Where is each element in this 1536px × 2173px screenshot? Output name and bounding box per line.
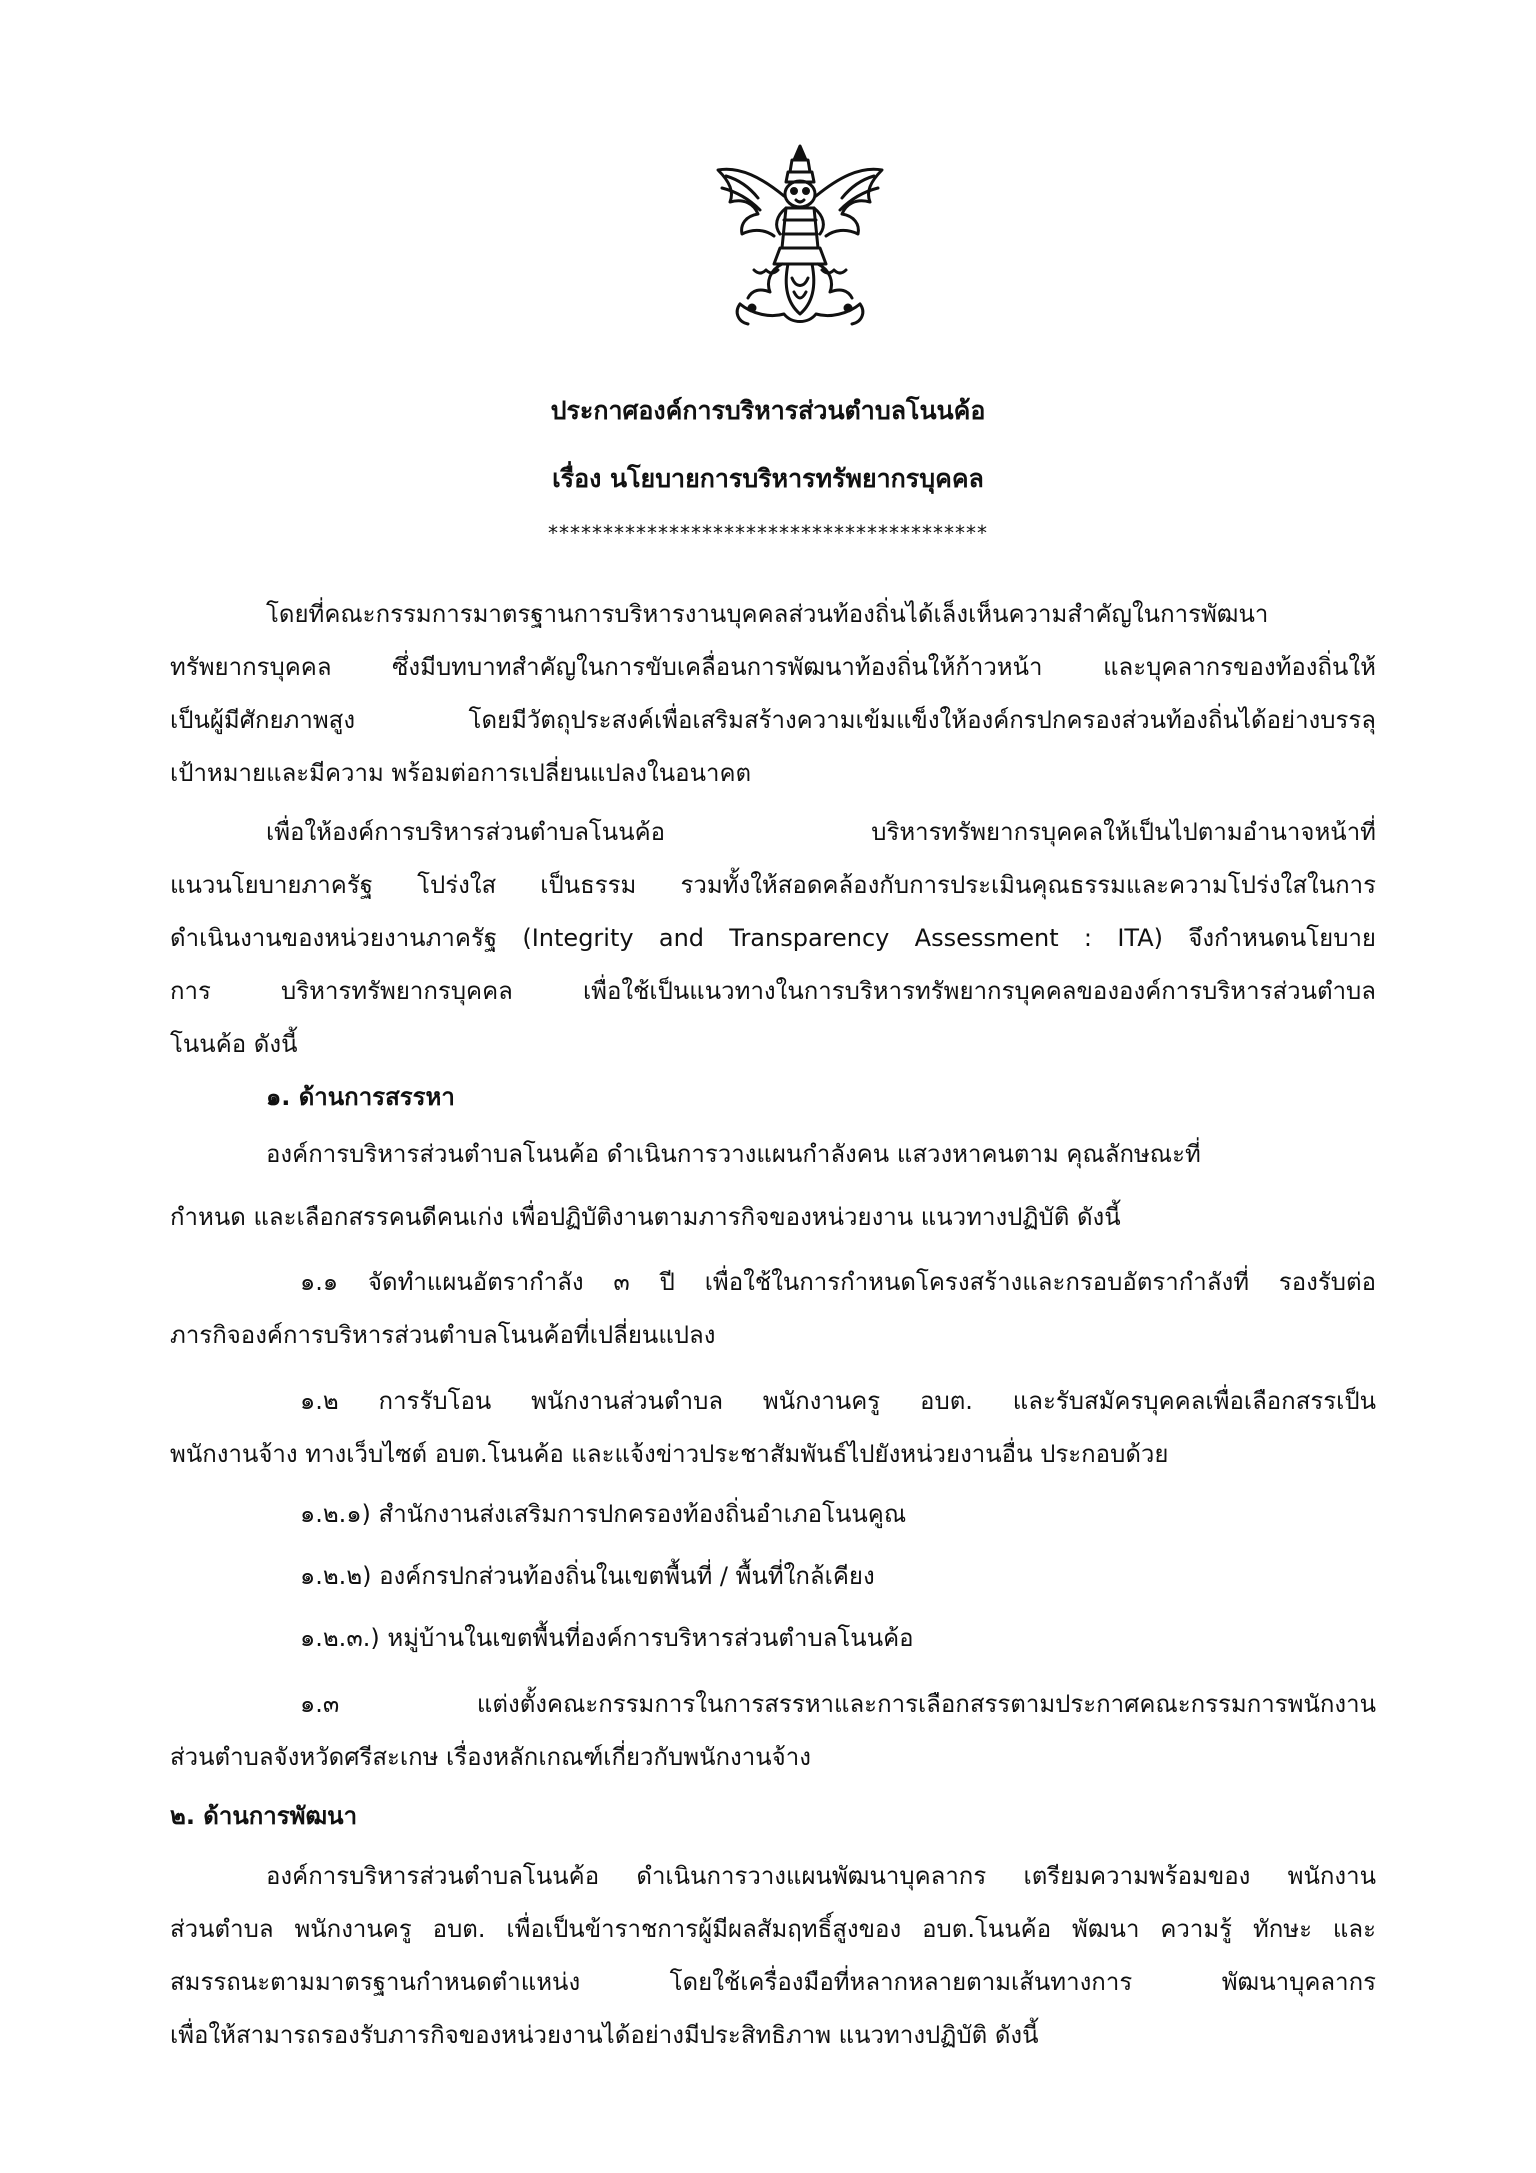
intro-line: ทรัพยากรบุคคล ซึ่งมีบทบาทสำคัญในการขับเคลื่อนการพัฒนาท้องถิ่นให้ก้าวหน้า และบุคลากรของท้องถิ่นให้ (170, 653, 1376, 681)
section-2-line: องค์การบริหารส่วนตำบลโนนค้อ ดำเนินการวางแผนพัฒนาบุคลากร เตรียมความพร้อมของ พนักงาน (266, 1862, 1376, 1890)
item-1-2-line: พนักงานจ้าง ทางเว็บไซต์ อบต.โนนค้อ และแจ้งข่าวประชาสัมพันธ์ไปยังหน่วยงานอื่น ประกอบด้วย (170, 1440, 1169, 1468)
announcement-title: ประกาศองค์การบริหารส่วนตำบลโนนค้อ (550, 396, 986, 425)
sub-item: ๑.๒.๒) องค์กรปกส่วนท้องถิ่นในเขตพื้นที่ / พื้นที่ใกล้เคียง (300, 1562, 875, 1590)
purpose-line: เพื่อให้องค์การบริหารส่วนตำบลโนนค้อ บริหารทรัพยากรบุคคลให้เป็นไปตามอำนาจหน้าที่ (266, 818, 1376, 846)
garuda-emblem-icon (700, 138, 900, 343)
item-1-3-line: ส่วนตำบลจังหวัดศรีสะเกษ เรื่องหลักเกณฑ์เกี่ยวกับพนักงานจ้าง (170, 1743, 811, 1771)
item-1-2-line: ๑.๒ การรับโอน พนักงานส่วนตำบล พนักงานครู อบต. และรับสมัครบุคคลเพื่อเลือกสรรเป็น (300, 1387, 1376, 1415)
section-2-line: ส่วนตำบล พนักงานครู อบต. เพื่อเป็นข้าราชการผู้มีผลสัมฤทธิ์สูงของ อบต.โนนค้อ พัฒนา ความรู้ ทักษะ และ (170, 1915, 1376, 1943)
purpose-line: ดำเนินงานของหน่วยงานภาครัฐ (Integrity and Transparency Assessment : ITA) จึงกำหนดนโยบาย (170, 924, 1376, 952)
section-2-line: เพื่อให้สามารถรองรับภารกิจของหน่วยงานได้อย่างมีประสิทธิภาพ แนวทางปฏิบัติ ดังนี้ (170, 2021, 1039, 2049)
purpose-line: โนนค้อ ดังนี้ (170, 1030, 298, 1058)
section-1-heading: ๑. ด้านการสรรหา (266, 1083, 455, 1111)
purpose-line: การ บริหารทรัพยากรบุคคล เพื่อใช้เป็นแนวทางในการบริหารทรัพยากรบุคคลขององค์การบริหารส่วนตำบล (170, 977, 1376, 1005)
intro-line: เป็นผู้มีศักยภาพสูง โดยมีวัตถุประสงค์เพื่อเสริมสร้างความเข้มแข็งให้องค์กรปกครองส่วนท้องถิ่นได้อย่างบรรลุ (170, 706, 1376, 734)
sub-item: ๑.๒.๓.) หมู่บ้านในเขตพื้นที่องค์การบริหารส่วนตำบลโนนค้อ (300, 1624, 914, 1652)
intro-line: โดยที่คณะกรรมการมาตรฐานการบริหารงานบุคคลส่วนท้องถิ่นได้เล็งเห็นความสำคัญในการพัฒนา (266, 600, 1269, 628)
item-1-1-line: ๑.๑ จัดทำแผนอัตรากำลัง ๓ ปี เพื่อใช้ในการกำหนดโครงสร้างและกรอบอัตรากำลังที่ รองรับต่อ (300, 1268, 1376, 1296)
sub-item: ๑.๒.๑) สำนักงานส่งเสริมการปกครองท้องถิ่นอำเภอโนนคูณ (300, 1500, 907, 1528)
intro-line: เป้าหมายและมีความ พร้อมต่อการเปลี่ยนแปลงในอนาคต (170, 759, 752, 787)
separator-line: **************************************** (548, 521, 988, 545)
section-1-intro-line: กำหนด และเลือกสรรคนดีคนเก่ง เพื่อปฏิบัติงานตามภารกิจของหน่วยงาน แนวทางปฏิบัติ ดังนี้ (170, 1203, 1121, 1231)
purpose-line: แนวนโยบายภาครัฐ โปร่งใส เป็นธรรม รวมทั้งให้สอดคล้องกับการประเมินคุณธรรมและความโปร่งใสในการ (170, 871, 1376, 899)
section-1-intro-line: องค์การบริหารส่วนตำบลโนนค้อ ดำเนินการวางแผนกำลังคน แสวงหาคนตาม คุณลักษณะที่ (266, 1140, 1201, 1168)
item-1-1-line: ภารกิจองค์การบริหารส่วนตำบลโนนค้อที่เปลี่ยนแปลง (170, 1321, 716, 1349)
announcement-subject: เรื่อง นโยบายการบริหารทรัพยากรบุคคล (552, 464, 984, 493)
section-2-heading: ๒. ด้านการพัฒนา (170, 1802, 358, 1830)
item-1-3-line: ๑.๓ แต่งตั้งคณะกรรมการในการสรรหาและการเลือกสรรตามประกาศคณะกรรมการพนักงาน (300, 1690, 1376, 1718)
section-2-line: สมรรถนะตามมาตรฐานกำหนดตำแหน่ง โดยใช้เครื่องมือที่หลากหลายตามเส้นทางการ พัฒนาบุคลากร (170, 1968, 1376, 1996)
